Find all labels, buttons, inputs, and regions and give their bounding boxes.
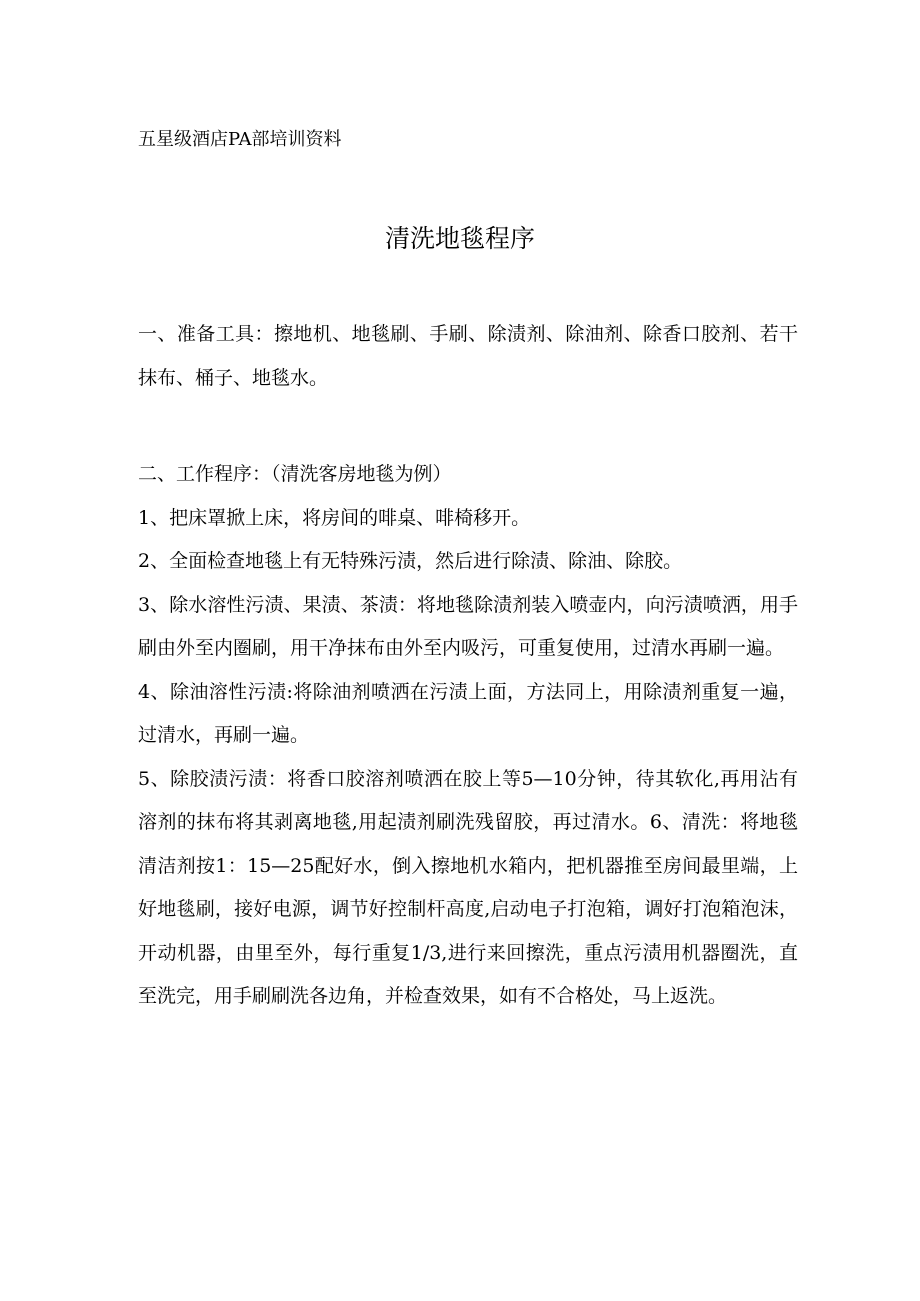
step-4: 4、除油溶性污渍:将除油剂喷洒在污渍上面，方法同上，用除渍剂重复一遍，过清水，再刷一遍。 [138,680,798,746]
document-header: 五星级酒店PA部培训资料 [138,129,342,150]
document-title: 清洗地毯程序 [384,224,535,253]
step-1: 1、把床罩掀上床，将房间的啡桌、啡椅移开。 [138,506,531,529]
step-5-6: 5、除胶渍污渍：将香口胶溶剂喷洒在胶上等5—10分钟，待其软化,再用沾有溶剂的抹布将其剥离地毯,用起渍剂刷洗残留胶，再过清水。6、清洗：将地毯清洁剂按1：15—25配好水，倒入擦地机水箱内，把机器推至房间最里端，上好地毯刷，接好电源，调节好控制杆高度,启动电子打泡箱，调好打泡箱泡沫，开动机器，由里至外，每行重复1/3,进行来回擦洗，重点污渍用机器圈洗，直至洗完，用手刷刷洗各边角，并检查效果，如有不合格处，马上返洗。 [138,767,798,1007]
procedure-heading: 二、工作程序：（清洗客房地毯为例） [138,463,452,485]
tools-section [138,313,798,400]
step-2: 2、全面检查地毯上有无特殊污渍，然后进行除渍、除油、除胶。 [138,550,683,572]
tools-paragraph: 一、准备工具：擦地机、地毯刷、手刷、除渍剂、除油剂、除香口胶剂、若干抹布、桶子、地毯水。 [138,323,798,389]
step-3: 3、除水溶性污渍、果渍、茶渍：将地毯除渍剂装入喷壶内，向污渍喷洒，用手刷由外至内圈刷，用干净抹布由外至内吸污，可重复使用，过清水再刷一遍。 [138,593,798,659]
procedure-section [138,453,798,1019]
